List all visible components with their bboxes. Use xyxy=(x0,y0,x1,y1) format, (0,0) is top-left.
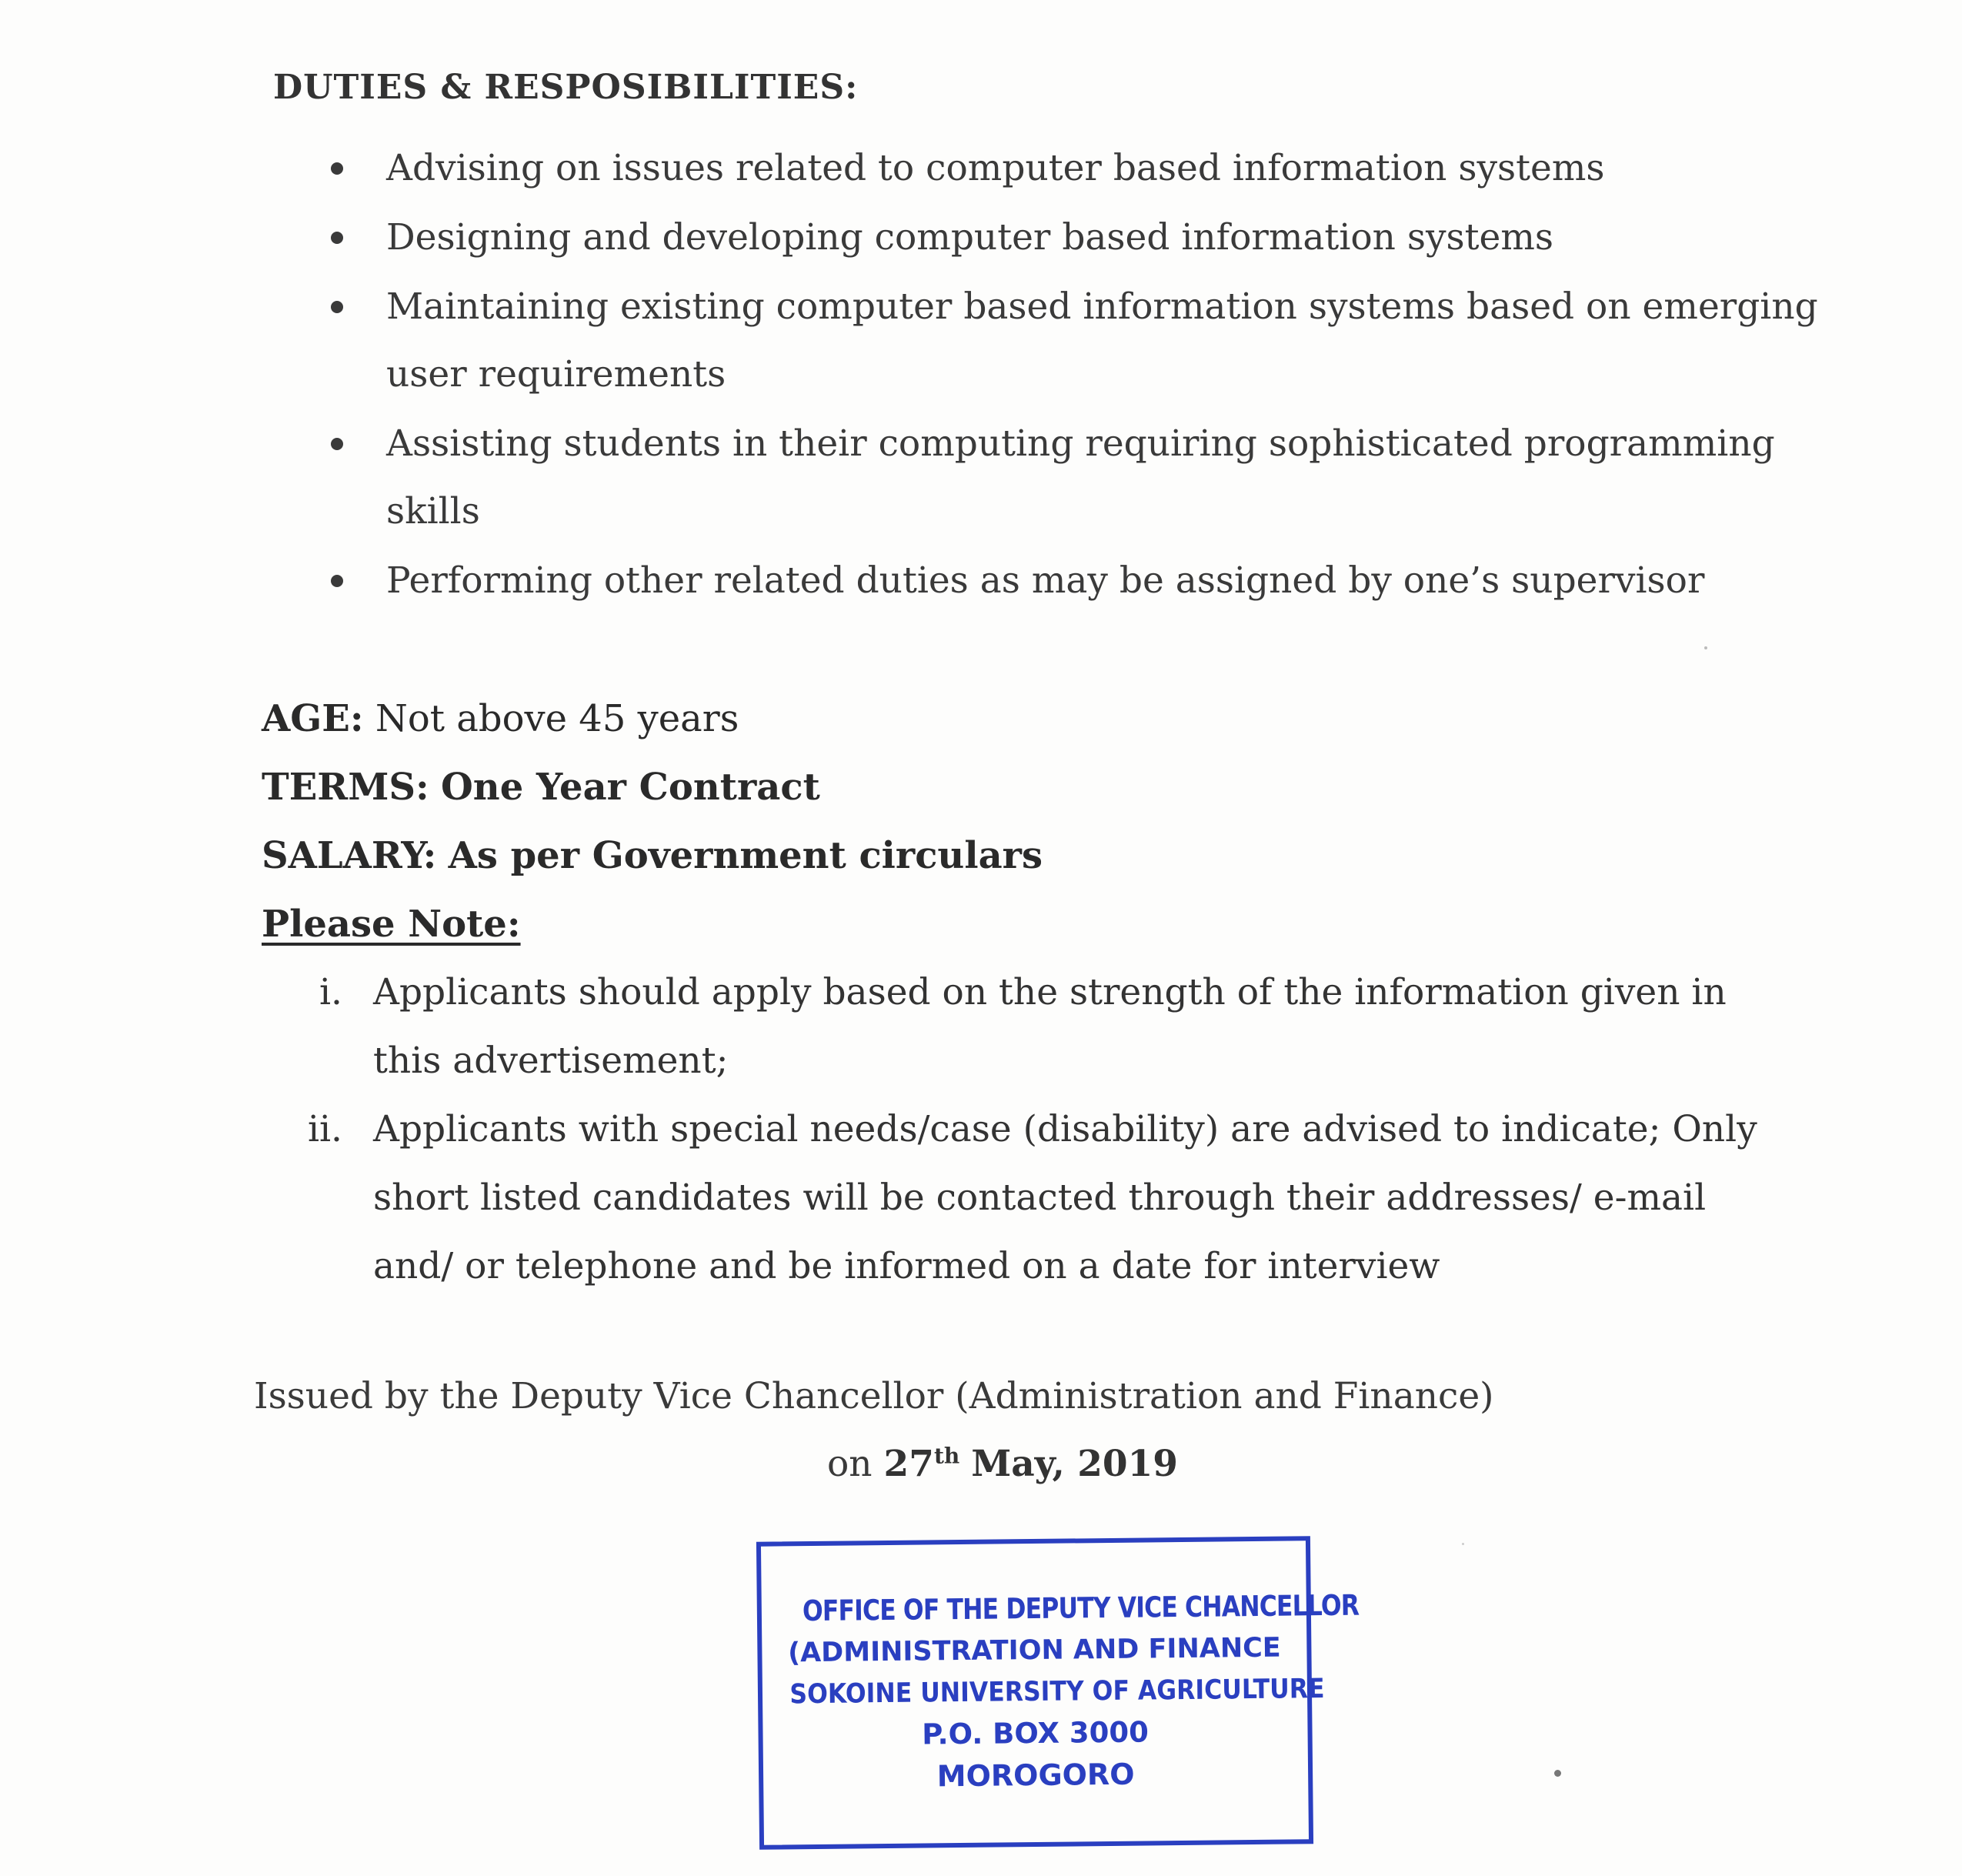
terms-label: TERMS: xyxy=(262,766,429,809)
salary-label: SALARY: xyxy=(262,834,437,877)
salary-row xyxy=(262,822,1800,890)
duties-list xyxy=(323,135,1824,616)
terms-row xyxy=(262,753,1800,822)
age-value: Not above 45 years xyxy=(375,697,739,740)
stamp-line: OFFICE OF THE DEPUTY VICE CHANCELLOR xyxy=(802,1588,1360,1628)
terms-value: One Year Contract xyxy=(440,766,820,809)
bullet-icon xyxy=(331,162,343,175)
duties-heading: DUTIES & RESPOSIBILITIES: xyxy=(273,68,859,107)
list-item: Assisting students in their computing requiring sophisticated programming skills xyxy=(323,410,1824,546)
age-row xyxy=(262,685,1800,753)
note-text: Applicants with special needs/case (disability) are advised to indicate; Only short listed candidates will be contacted through their addresses/ e-mail and/ or telephone and be informed on a date for interview xyxy=(373,1108,1757,1287)
list-item xyxy=(273,1095,1797,1300)
office-stamp xyxy=(756,1536,1360,1850)
note-title: Please Note: xyxy=(262,903,521,946)
list-item xyxy=(273,958,1797,1095)
issued-by: Issued by the Deputy Vice Chancellor (Administration and Finance) xyxy=(254,1375,1494,1417)
list-item: Designing and developing computer based information systems xyxy=(323,204,1824,272)
note-number: ii. xyxy=(307,1108,342,1150)
list-item: Maintaining existing computer based information systems based on emerging user requirements xyxy=(323,273,1824,409)
issue-date: on 27th May, 2019 xyxy=(827,1443,1179,1485)
note-text: Applicants should apply based on the strength of the information given in this advertisement; xyxy=(373,971,1727,1082)
stamp-line: SOKOINE UNIVERSITY OF AGRICULTURE xyxy=(789,1674,1325,1711)
bullet-icon xyxy=(331,438,343,450)
stamp-line: P.O. BOX 3000 xyxy=(921,1715,1150,1751)
bullet-icon xyxy=(331,232,343,244)
bullet-icon xyxy=(331,575,343,587)
bullet-icon xyxy=(331,301,343,313)
stamp-line: MOROGORO xyxy=(936,1757,1135,1794)
list-item: Performing other related duties as may be assigned by one’s supervisor xyxy=(323,547,1824,615)
list-item: Advising on issues related to computer based information systems xyxy=(323,135,1824,202)
notes-list xyxy=(273,958,1797,1300)
scan-speck xyxy=(1554,1770,1561,1777)
job-details xyxy=(262,685,1800,959)
issue-month-year: May, 2019 xyxy=(971,1443,1179,1485)
age-label: AGE: xyxy=(262,697,364,740)
salary-value: As per Government circulars xyxy=(448,834,1043,877)
issue-day: 27th xyxy=(883,1443,960,1485)
stamp-line: (ADMINISTRATION AND FINANCE xyxy=(787,1632,1281,1669)
note-number: i. xyxy=(319,971,342,1013)
note-title-row xyxy=(262,890,1800,959)
scan-speck xyxy=(1704,646,1707,649)
scan-speck xyxy=(1462,1543,1464,1545)
